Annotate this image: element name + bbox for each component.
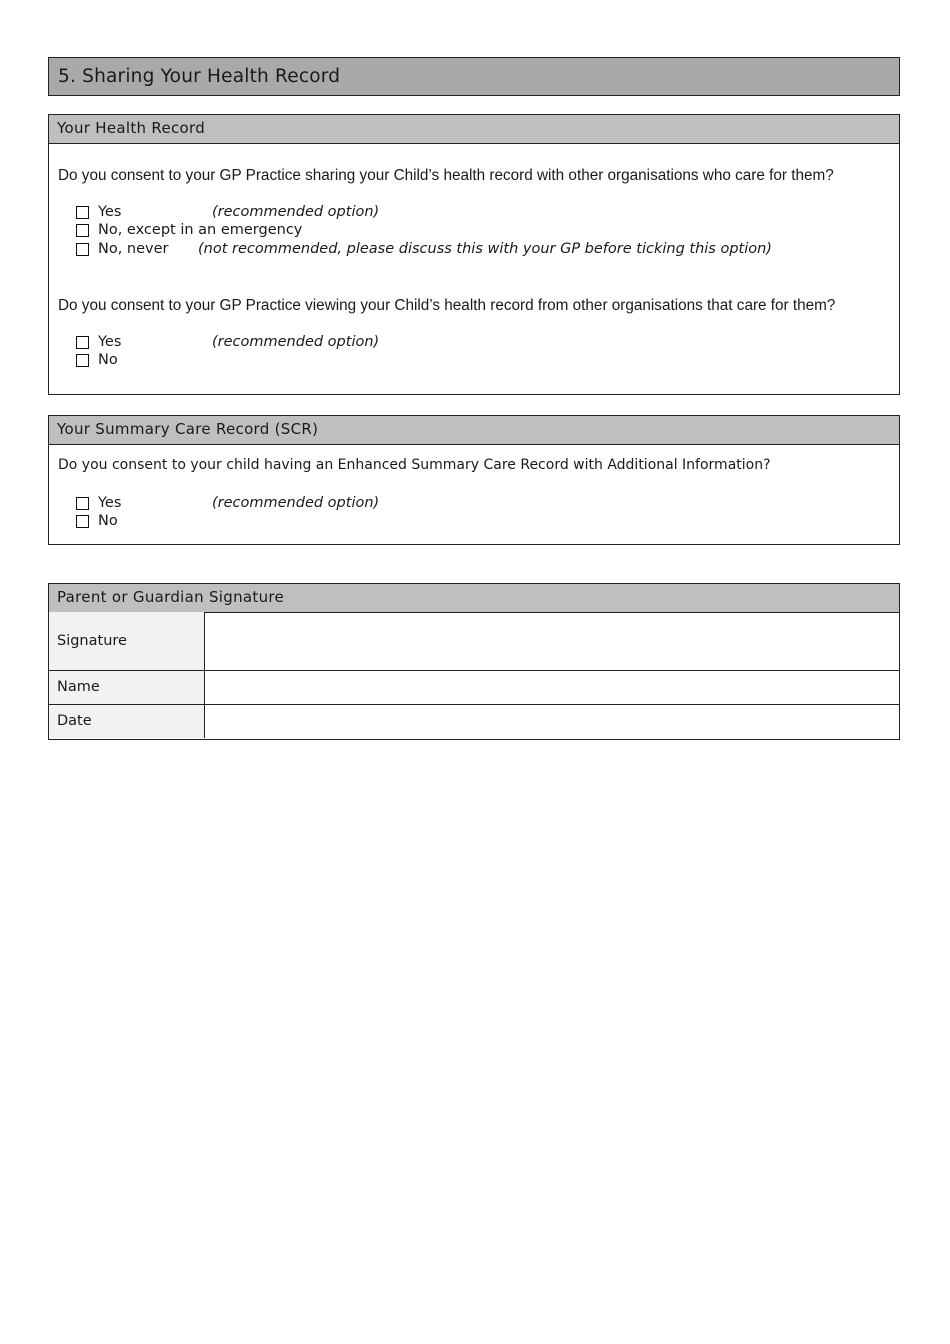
health-record-section: Your Health Record Do you consent to your GP Practice sharing your Child’s health record with other organisations who care for them? Yes (recommended option) No, except in an emergency No, never (not recommended, please discuss this with your GP before ticking this option) Do you consent to your GP Practice viewing your Child’s health record from other organisations that care for them? Yes (recommended option) No [48, 114, 900, 395]
option-note: (not recommended, please discuss this with your GP before ticking this option) [198, 241, 772, 257]
section-heading: Your Health Record [49, 115, 899, 144]
checkbox[interactable] [76, 206, 89, 219]
option-note: (recommended option) [212, 334, 380, 350]
page-title: 5. Sharing Your Health Record [48, 57, 900, 96]
signature-table [49, 612, 899, 738]
section-heading: Your Summary Care Record (SCR) [49, 416, 899, 445]
checkbox[interactable] [76, 224, 89, 237]
signature-label: Signature [49, 612, 205, 670]
section-heading: Parent or Guardian Signature [49, 584, 899, 613]
name-field[interactable] [205, 670, 900, 704]
scr-question: Do you consent to your child having an Enhanced Summary Care Record with Additional Information? [58, 457, 771, 473]
table-row [49, 704, 899, 738]
checkbox[interactable] [76, 515, 89, 528]
table-row [49, 670, 899, 704]
date-label: Date [49, 704, 205, 738]
signature-field[interactable] [205, 612, 900, 670]
table-row [49, 612, 899, 670]
checkbox[interactable] [76, 497, 89, 510]
signature-section [48, 583, 900, 740]
scr-section: Your Summary Care Record (SCR) Do you consent to your child having an Enhanced Summary Care Record with Additional Information? Yes (recommended option) No [48, 415, 900, 545]
checkbox[interactable] [76, 243, 89, 256]
sharing-question: Do you consent to your GP Practice sharing your Child’s health record with other organisations who care for them? [58, 167, 834, 184]
name-label: Name [49, 670, 205, 704]
checkbox[interactable] [76, 354, 89, 367]
option-note: (recommended option) [212, 495, 380, 511]
date-field[interactable] [205, 704, 900, 738]
checkbox[interactable] [76, 336, 89, 349]
option-note: (recommended option) [212, 204, 380, 220]
viewing-question: Do you consent to your GP Practice viewing your Child’s health record from other organisations that care for them? [58, 297, 836, 314]
